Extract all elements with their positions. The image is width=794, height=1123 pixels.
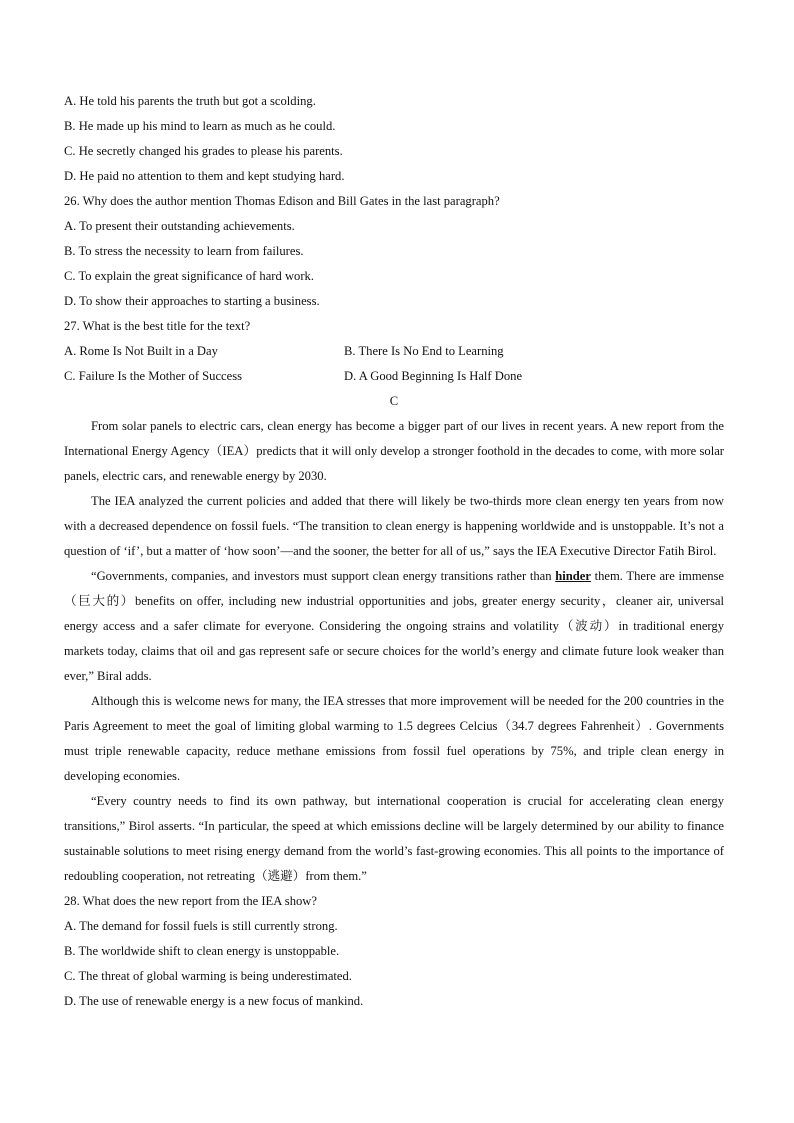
paragraph-text: them. There are immense（巨大的）benefits on offer, including new industrial opportunities and jobs, greater energy security，cleaner air, universal energy access and a safer climate for everyone. Considering the ongoing strains and volatility（波动）in traditional energy markets today, claims that oil and gas represent safe or secure choices for the world’s energy and climate future look weaker than ever,” Biral adds. <box>64 569 724 683</box>
option-d: D. A Good Beginning Is Half Done <box>344 369 523 383</box>
option-line: C. To explain the great significance of hard work. <box>64 269 314 283</box>
passage-paragraph: From solar panels to electric cars, clean energy has become a bigger part of our lives in recent years. A new report from the International Energy Agency（IEA）predicts that it will only develop a stronger foothold in the decades to come, with more solar panels, electric cars, and renewable energy by 2030. <box>64 419 724 483</box>
option-line: B. To stress the necessity to learn from failures. <box>64 244 304 258</box>
option-c: C. Failure Is the Mother of Success <box>64 369 243 383</box>
option-row <box>64 339 724 364</box>
option-line: C. He secretly changed his grades to please his parents. <box>64 144 343 158</box>
section-label: C <box>389 394 399 408</box>
option-line: A. To present their outstanding achievements. <box>64 219 295 233</box>
option-line: D. He paid no attention to them and kept studying hard. <box>64 169 345 183</box>
exam-page <box>64 89 724 1014</box>
option-line: D. To show their approaches to starting a business. <box>64 294 320 308</box>
passage-paragraph: “Every country needs to find its own pathway, but international cooperation is crucial for accelerating clean energy transitions,” Birol asserts. “In particular, the speed at which emissions decline will be largely determined by our ability to finance sustainable solutions to meet rising energy demand from the world’s fast-growing economies. This all points to the importance of redoubling cooperation, not retreating（逃避）from them.” <box>64 794 724 883</box>
option-line: D. The use of renewable energy is a new focus of mankind. <box>64 994 364 1008</box>
underlined-keyword: hinder <box>555 569 591 583</box>
option-row <box>64 364 724 389</box>
question-26-stem: 26. Why does the author mention Thomas Edison and Bill Gates in the last paragraph? <box>64 194 500 208</box>
passage-paragraph: Although this is welcome news for many, the IEA stresses that more improvement will be needed for the 200 countries in the Paris Agreement to meet the goal of limiting global warming to 1.5 degrees Celcius（34.7 degrees Fahrenheit）. Governments must triple renewable capacity, reduce methane emissions from fossil fuel operations by 75%, and triple clean energy in developing economies. <box>64 694 724 783</box>
option-line: A. The demand for fossil fuels is still currently strong. <box>64 919 338 933</box>
option-a: A. Rome Is Not Built in a Day <box>64 344 218 358</box>
passage-paragraph: The IEA analyzed the current policies and added that there will likely be two-thirds more clean energy ten years from now with a decreased dependence on fossil fuels. “The transition to clean energy is happening worldwide and is unstoppable. It’s not a question of ‘if’, but a matter of ‘how soon’—and the sooner, the better for all of us,” says the IEA Executive Director Fatih Birol. <box>64 494 724 558</box>
option-line: B. He made up his mind to learn as much as he could. <box>64 119 336 133</box>
question-27-stem: 27. What is the best title for the text? <box>64 319 251 333</box>
option-line: C. The threat of global warming is being underestimated. <box>64 969 352 983</box>
passage-paragraph <box>64 564 724 689</box>
question-28-stem: 28. What does the new report from the IEA show? <box>64 894 317 908</box>
option-line: B. The worldwide shift to clean energy is unstoppable. <box>64 944 340 958</box>
option-line: A. He told his parents the truth but got a scolding. <box>64 94 316 108</box>
option-b: B. There Is No End to Learning <box>344 344 504 358</box>
paragraph-text: “Governments, companies, and investors must support clean energy transitions rather than <box>91 569 556 583</box>
